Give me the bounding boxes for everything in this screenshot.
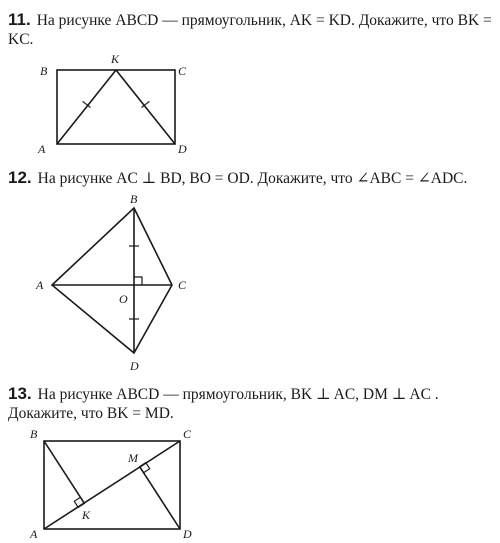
problem-11 [0,0,500,160]
problem-11-number: 11. [8,10,31,29]
label-c: C [183,427,192,441]
segment-kd [116,70,175,144]
diagonal-ac [44,441,180,529]
figure-12-svg [0,160,500,375]
problem-12-text: На рисунке AC ⊥ BD, BO = OD. Докажите, что ∠ABC = ∠ADC. [37,170,468,187]
label-c: C [178,278,187,292]
perpendicular-bk [44,441,84,503]
figure-12 [0,160,500,380]
rectangle-abcd [57,70,175,144]
label-a: A [38,142,46,156]
label-a: A [36,278,44,292]
problem-11-text: На рисунке ABCD — прямоугольник, AK = KD. Докажите, что BK = KC. [8,12,492,48]
figure-13 [0,378,500,543]
label-b: B [130,192,138,206]
label-b: B [40,64,48,78]
problem-13-number: 13. [8,384,32,403]
label-d: D [178,142,187,156]
figure-13-svg [0,378,500,541]
label-b: B [30,427,38,441]
label-c: C [178,64,187,78]
label-d: D [130,359,139,373]
right-angle-mark [134,277,142,285]
problem-13-text: На рисунке ABCD — прямоугольник, BK ⊥ AC, DM ⊥ AC . Докажите, что BK = MD. [8,386,439,422]
figure-11-svg [0,0,500,160]
segment-ak [57,70,116,144]
perpendicular-dm [140,467,180,529]
label-o: O [119,292,128,306]
problem-13 [0,378,500,541]
problem-12 [0,160,500,375]
label-d: D [183,527,192,541]
quadrilateral-abcd [52,208,172,353]
label-k: K [111,52,120,66]
label-k: K [82,508,91,522]
figure-11 [0,0,500,165]
problem-12-number: 12. [8,168,32,187]
label-a: A [30,527,38,541]
label-m: M [128,451,138,465]
